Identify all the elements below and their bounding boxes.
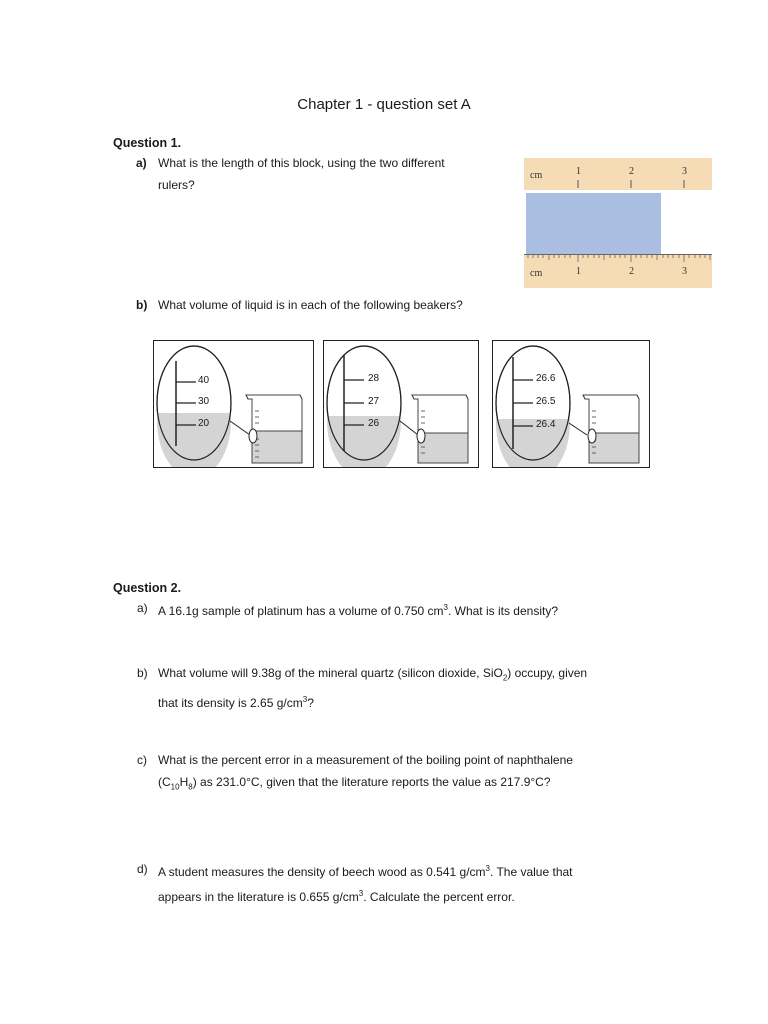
top-ruler-unit: cm bbox=[530, 170, 543, 181]
q1a-line2: rulers? bbox=[158, 178, 195, 192]
q2c-text bbox=[158, 749, 573, 798]
beaker-3-mark-bottom: 26.4 bbox=[536, 419, 556, 430]
beaker-2-drawing bbox=[324, 341, 478, 467]
q2d-text bbox=[158, 858, 573, 908]
q1b-label: b) bbox=[136, 298, 148, 312]
q2a-label: a) bbox=[137, 601, 148, 615]
q2d-line2-main: appears in the literature is 0.655 g/cm bbox=[158, 890, 359, 904]
beaker-1-drawing bbox=[154, 341, 313, 467]
q2b-line1-end: ) occupy, given bbox=[507, 666, 588, 680]
q2d-line2 bbox=[158, 883, 573, 908]
bottom-ruler-tick-1: 1 bbox=[576, 266, 581, 277]
q2b-line2 bbox=[158, 689, 587, 714]
q2d-line1-main: A student measures the density of beech wood as 0.541 g/cm bbox=[158, 865, 486, 879]
q2c-line2 bbox=[158, 771, 573, 798]
q1a-line1: What is the length of this block, using the two different bbox=[158, 156, 445, 170]
q2d-line1-end: . The value that bbox=[490, 865, 573, 879]
question-1-heading: Question 1. bbox=[113, 136, 182, 150]
beaker-3-mark-top: 26.6 bbox=[536, 373, 556, 384]
beaker-1-mark-mid: 30 bbox=[198, 396, 210, 407]
q2b-sup: 3 bbox=[302, 695, 308, 705]
q2b-text bbox=[158, 662, 587, 714]
bottom-ruler-tick-2: 2 bbox=[629, 266, 634, 277]
q2d-sup-1: 3 bbox=[485, 864, 490, 873]
q2d-line2-end: . Calculate the percent error. bbox=[363, 890, 515, 904]
beaker-2-mark-top: 28 bbox=[368, 373, 380, 384]
q2a-text bbox=[158, 597, 558, 622]
q2a-text-end: . What is its density? bbox=[447, 604, 558, 618]
q2c-sub-2: 8 bbox=[188, 782, 193, 792]
q2a-text-main: A 16.1g sample of platinum has a volume of 0.750 cm bbox=[158, 604, 444, 618]
q2b-line1 bbox=[158, 662, 587, 689]
beaker-2-mark-mid: 27 bbox=[368, 396, 380, 407]
q1a-label: a) bbox=[136, 156, 147, 170]
beaker-1-mark-top: 40 bbox=[198, 375, 210, 386]
beaker-3-drawing bbox=[493, 341, 649, 467]
q2c-label: c) bbox=[137, 753, 147, 767]
q2a-sup: 3 bbox=[443, 603, 448, 612]
beaker-3-mark-mid: 26.5 bbox=[536, 396, 556, 407]
top-ruler-tick-2: 2 bbox=[629, 166, 634, 177]
beaker-2-mark-bottom: 26 bbox=[368, 418, 380, 429]
measured-block bbox=[526, 193, 661, 254]
top-ruler-tick-3: 3 bbox=[682, 166, 687, 177]
q2d-label: d) bbox=[137, 862, 148, 876]
beaker-1-mark-bottom: 20 bbox=[198, 418, 210, 429]
beaker-figure-3 bbox=[492, 340, 650, 468]
bottom-ruler-tick-3: 3 bbox=[682, 266, 687, 277]
page-title: Chapter 1 - question set A bbox=[297, 96, 471, 113]
top-ruler-ticks bbox=[524, 158, 712, 190]
q2c-formula-h: H bbox=[179, 775, 189, 789]
beaker-figure-2 bbox=[323, 340, 479, 468]
q2d-sup-2: 3 bbox=[358, 889, 364, 898]
bottom-ruler-unit: cm bbox=[530, 268, 543, 279]
q2c-line2-end: ) as 231.0°C, given that the literature reports the value as 217.9°C? bbox=[192, 775, 551, 789]
q2b-line2-end: ? bbox=[307, 696, 314, 711]
q2c-sub-1: 10 bbox=[170, 782, 180, 792]
q1a-text bbox=[158, 152, 445, 196]
q2b-line1-main: What volume will 9.38g of the mineral quartz (silicon dioxide, SiO bbox=[158, 666, 503, 680]
q2c-formula-c: (C bbox=[158, 775, 171, 789]
q2b-sub: 2 bbox=[502, 673, 508, 683]
beaker-figure-1 bbox=[153, 340, 314, 468]
q2b-line2-main: that its density is 2.65 g/cm bbox=[158, 696, 303, 711]
q2b-label: b) bbox=[137, 666, 148, 680]
question-2-heading: Question 2. bbox=[113, 581, 182, 595]
top-ruler-tick-1: 1 bbox=[576, 166, 581, 177]
q2d-line1 bbox=[158, 858, 573, 883]
q1b-text: What volume of liquid is in each of the following beakers? bbox=[158, 298, 463, 312]
q2c-line1: What is the percent error in a measurement of the boiling point of naphthalene bbox=[158, 753, 573, 767]
